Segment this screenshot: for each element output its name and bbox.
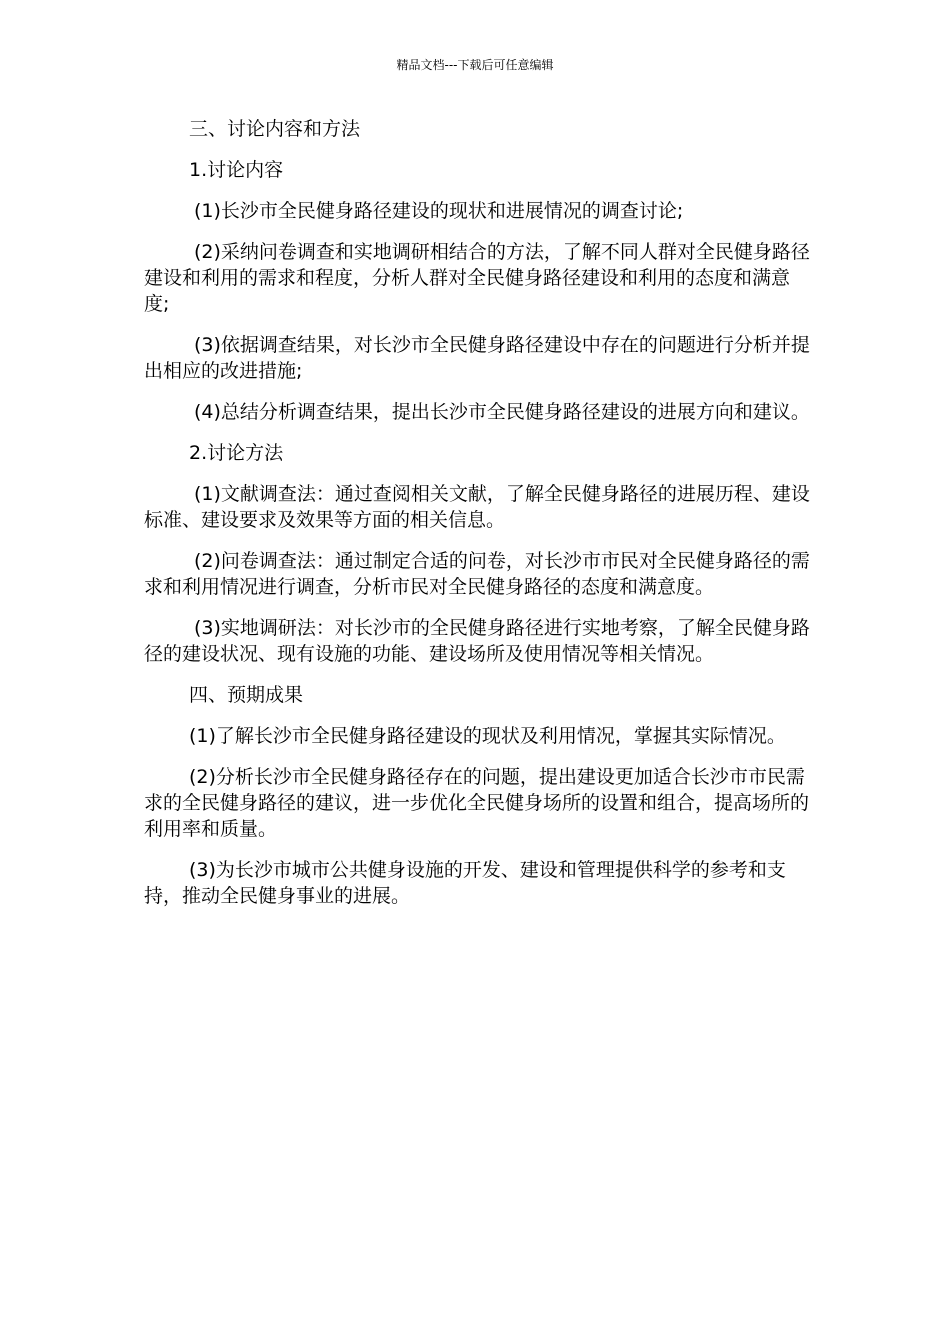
- content-item-1: (1)长沙市全民健身路径建设的现状和进展情况的调查讨论;: [194, 200, 684, 222]
- method-item-3: (3)实地调研法：对长沙市的全民健身路径进行实地考察，了解全民健身路径的建设状况、现有设施的功能、建设场所及使用情况等相关情况。: [144, 617, 810, 665]
- content-item-2: (2)采纳问卷调查和实地调研相结合的方法，了解不同人群对全民健身路径建设和利用的需求和程度，分析人群对全民健身路径建设和利用的态度和满意度;: [144, 241, 810, 315]
- method-item-1: (1)文献调查法：通过查阅相关文献，了解全民健身路径的进展历程、建设标准、建设要求及效果等方面的相关信息。: [144, 483, 810, 531]
- outcome-item-1: (1)了解长沙市全民健身路径建设的现状及利用情况，掌握其实际情况。: [189, 725, 786, 747]
- method-item-2: (2)问卷调查法：通过制定合适的问卷，对长沙市市民对全民健身路径的需求和利用情况进行调查，分析市民对全民健身路径的态度和满意度。: [144, 550, 810, 598]
- content-item-3: (3)依据调查结果，对长沙市全民健身路径建设中存在的问题进行分析并提出相应的改进措施;: [144, 334, 810, 382]
- content-item-4: (4)总结分析调查结果，提出长沙市全民健身路径建设的进展方向和建议。: [194, 401, 810, 423]
- page-header: 精品文档---下载后可任意编辑: [396, 58, 554, 72]
- section-heading-4: 四、预期成果: [189, 684, 304, 706]
- outcome-item-3: (3)为长沙市城市公共健身设施的开发、建设和管理提供科学的参考和支持，推动全民健身事业的进展。: [144, 859, 786, 907]
- subheading-research-methods: 2.讨论方法: [189, 442, 284, 464]
- outcome-item-2: (2)分析长沙市全民健身路径存在的问题，提出建设更加适合长沙市市民需求的全民健身路径的建议，进一步优化全民健身场所的设置和组合，提高场所的利用率和质量。: [144, 766, 810, 840]
- subheading-research-content: 1.讨论内容: [189, 159, 284, 181]
- document-body: [144, 116, 812, 924]
- section-heading-3: 三、讨论内容和方法: [189, 118, 361, 140]
